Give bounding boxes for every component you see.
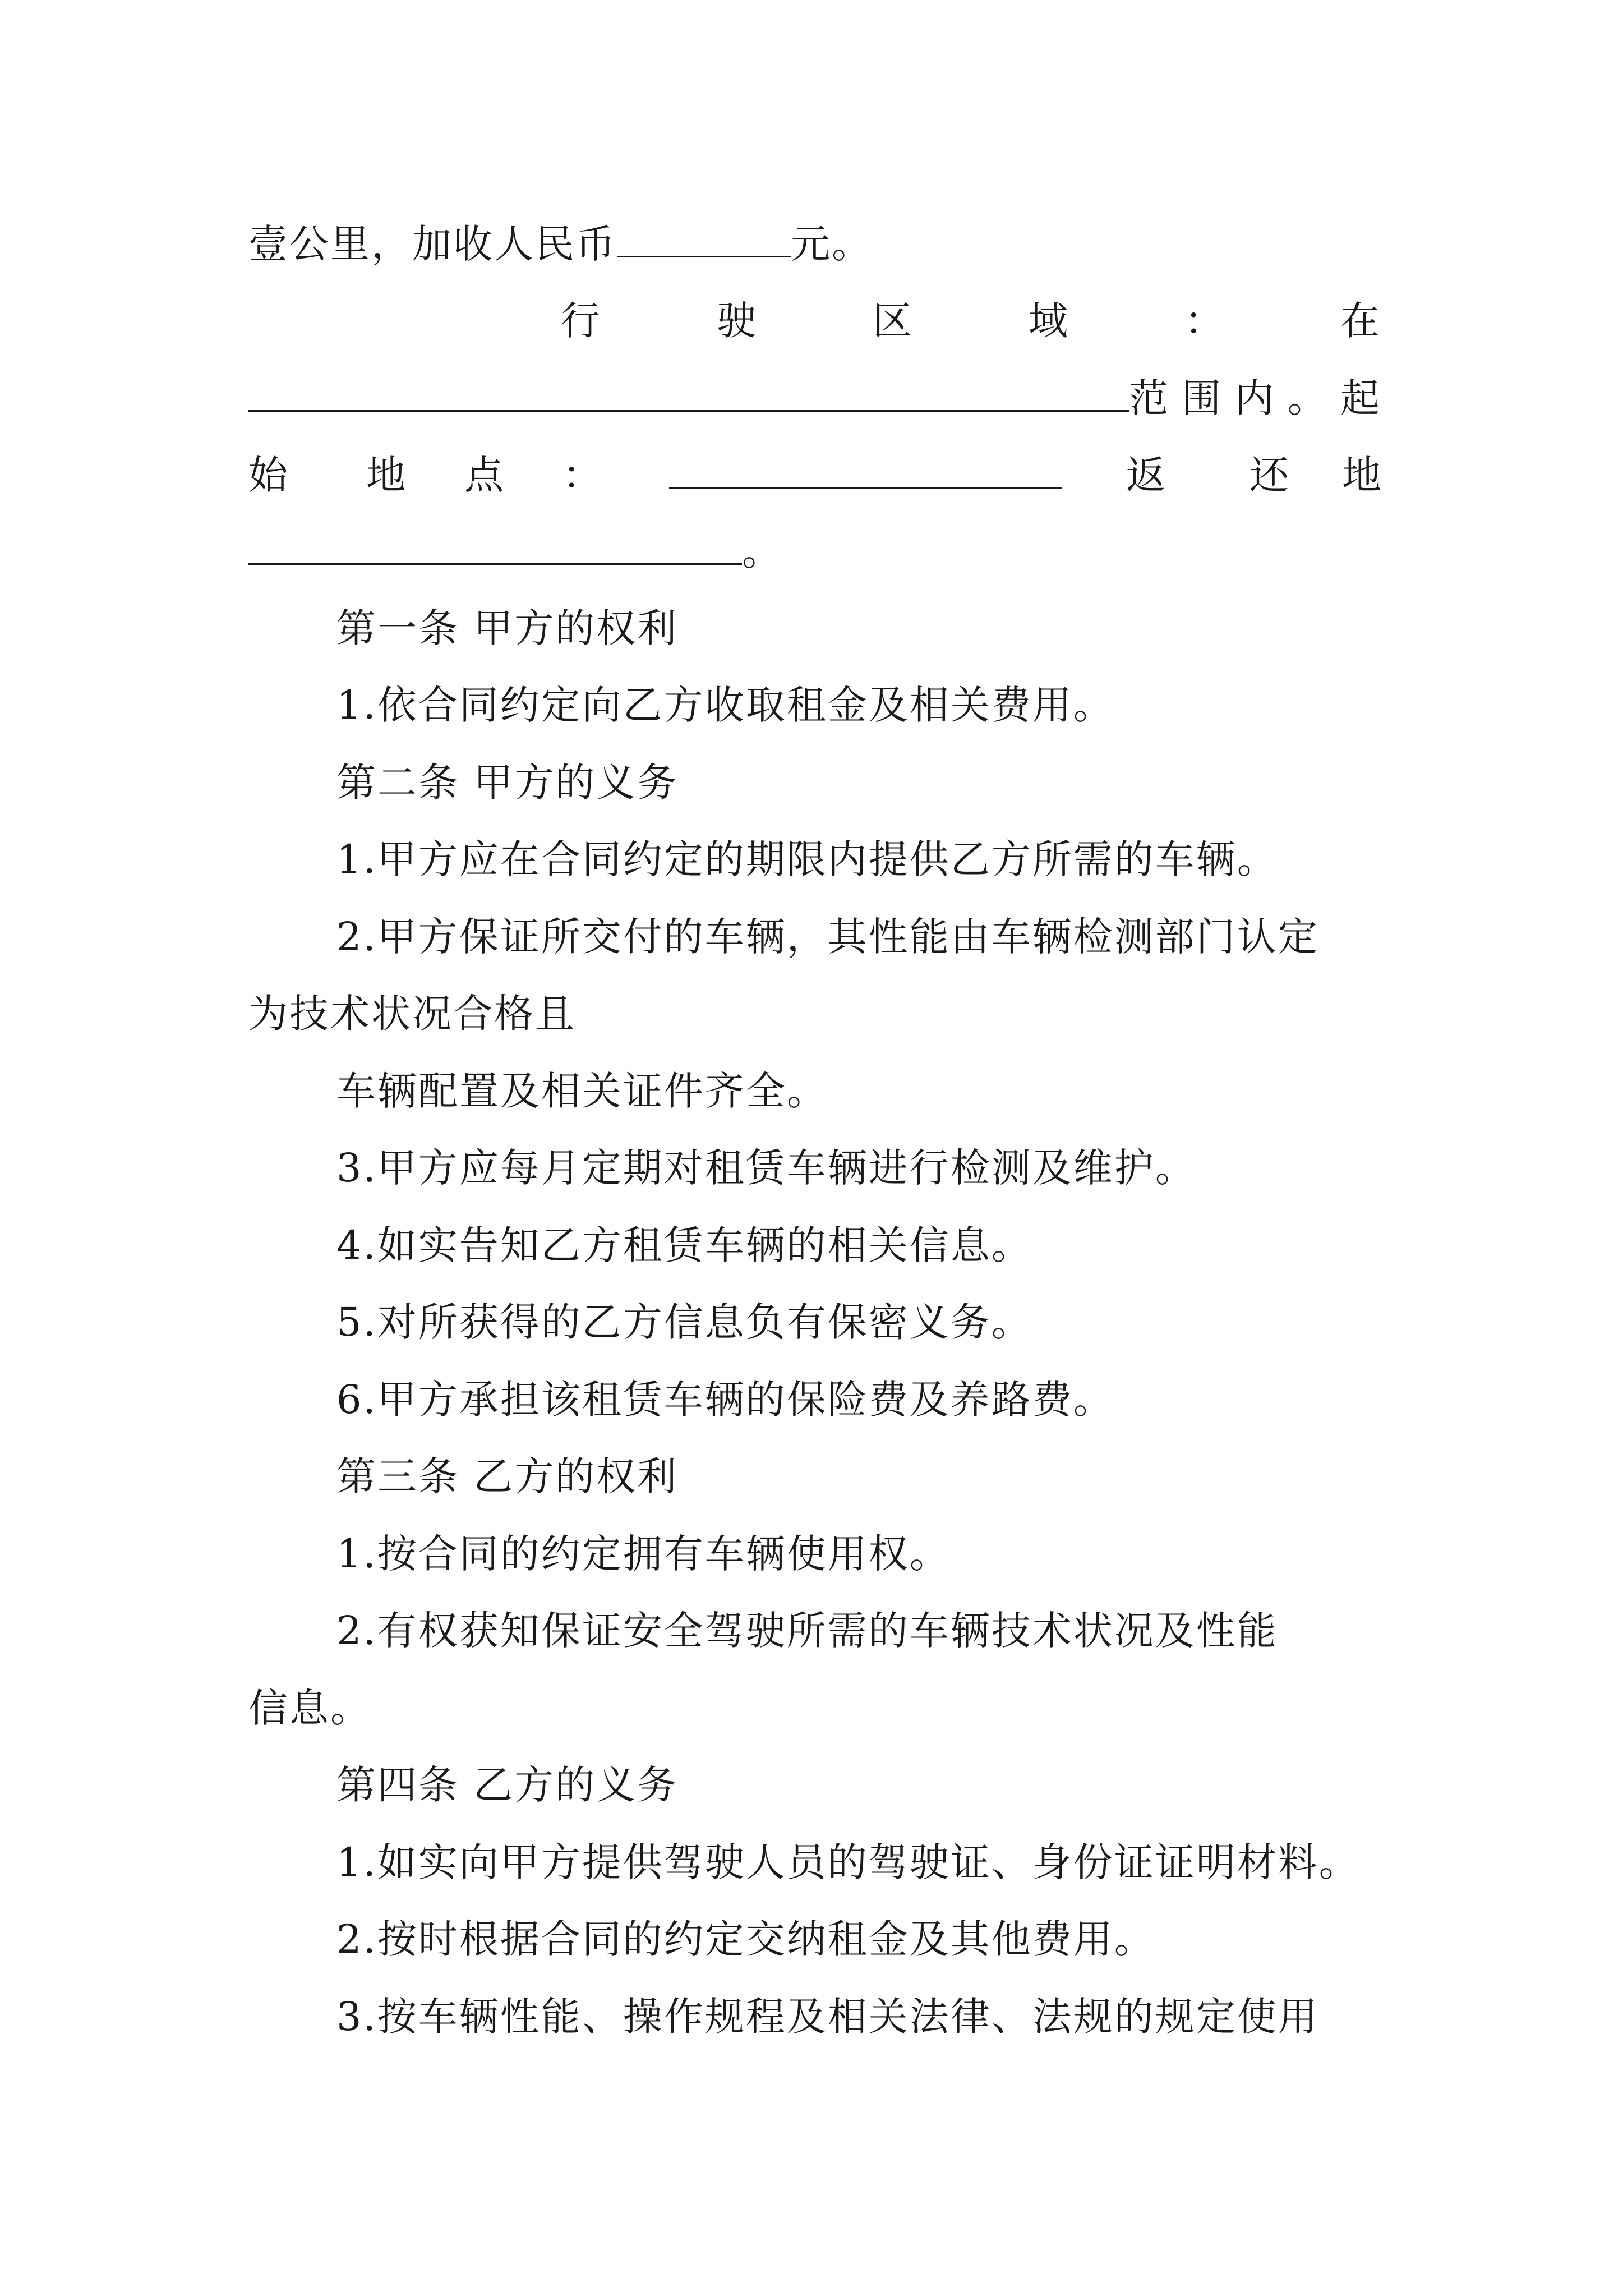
fee-amount-blank xyxy=(617,221,791,257)
section-title: 第三条 乙方的权利 xyxy=(336,1453,679,1499)
start-location-blank xyxy=(669,453,1062,489)
fee-text: 壹公里，加收人民币 xyxy=(248,221,617,267)
clause-item-continued: 为技术状况合格且 xyxy=(248,991,576,1037)
return-location-line xyxy=(248,523,1381,579)
start-colon: ： xyxy=(562,452,603,498)
section-title: 第一条 甲方的权利 xyxy=(336,605,679,651)
driving-area-char: ： xyxy=(1184,298,1225,344)
driving-area-line xyxy=(561,293,1381,349)
return-location-blank xyxy=(248,528,742,565)
clause-item: 3.按车辆性能、操作规程及相关法律、法规的规定使用 xyxy=(336,1994,1319,2040)
area-range-line xyxy=(248,370,1381,426)
clause-item: 1.依合同约定向乙方收取租金及相关费用。 xyxy=(336,682,1114,728)
start-char: 始 xyxy=(248,452,289,498)
driving-area-char: 驶 xyxy=(717,298,758,344)
start-return-line xyxy=(248,447,1381,503)
start-char: 地 xyxy=(366,452,407,498)
section-title: 第二条 甲方的义务 xyxy=(336,760,679,806)
period-text: 。 xyxy=(742,528,783,574)
clause-item: 3.甲方应每月定期对租赁车辆进行检测及维护。 xyxy=(336,1145,1196,1191)
clause-item-continued: 信息。 xyxy=(248,1685,371,1731)
fee-line xyxy=(248,216,1381,272)
section-title: 第四条 乙方的义务 xyxy=(336,1762,679,1808)
clause-item: 5.对所获得的乙方信息负有保密义务。 xyxy=(336,1299,1032,1345)
clause-item: 6.甲方承担该租赁车辆的保险费及养路费。 xyxy=(336,1377,1114,1423)
return-char: 返 xyxy=(1126,452,1167,498)
driving-area-char: 域 xyxy=(1029,298,1069,344)
clause-item: 1.按合同的约定拥有车辆使用权。 xyxy=(336,1531,951,1577)
area-blank xyxy=(248,375,1129,412)
clause-item-continued: 车辆配置及相关证件齐全。 xyxy=(336,1068,828,1114)
clause-item: 1.如实向甲方提供驾驶人员的驾驶证、身份证证明材料。 xyxy=(336,1839,1360,1885)
return-char: 还 xyxy=(1249,452,1290,498)
area-range-text: 范围内。起 xyxy=(1129,375,1381,421)
driving-area-char: 行 xyxy=(561,298,602,344)
clause-item: 2.按时根据合同的约定交纳租金及其他费用。 xyxy=(336,1916,1155,1962)
clause-item: 2.有权获知保证安全驾驶所需的车辆技术状况及性能 xyxy=(336,1608,1278,1654)
clause-item: 2.甲方保证所交付的车辆，其性能由车辆检测部门认定 xyxy=(336,914,1319,960)
driving-area-char: 在 xyxy=(1340,298,1381,344)
clause-item: 4.如实告知乙方租赁车辆的相关信息。 xyxy=(336,1222,1032,1268)
return-char: 地 xyxy=(1342,452,1383,498)
clause-item: 1.甲方应在合同约定的期限内提供乙方所需的车辆。 xyxy=(336,836,1278,882)
driving-area-char: 区 xyxy=(873,298,914,344)
start-char: 点 xyxy=(464,452,505,498)
fee-unit-text: 元。 xyxy=(791,221,873,267)
